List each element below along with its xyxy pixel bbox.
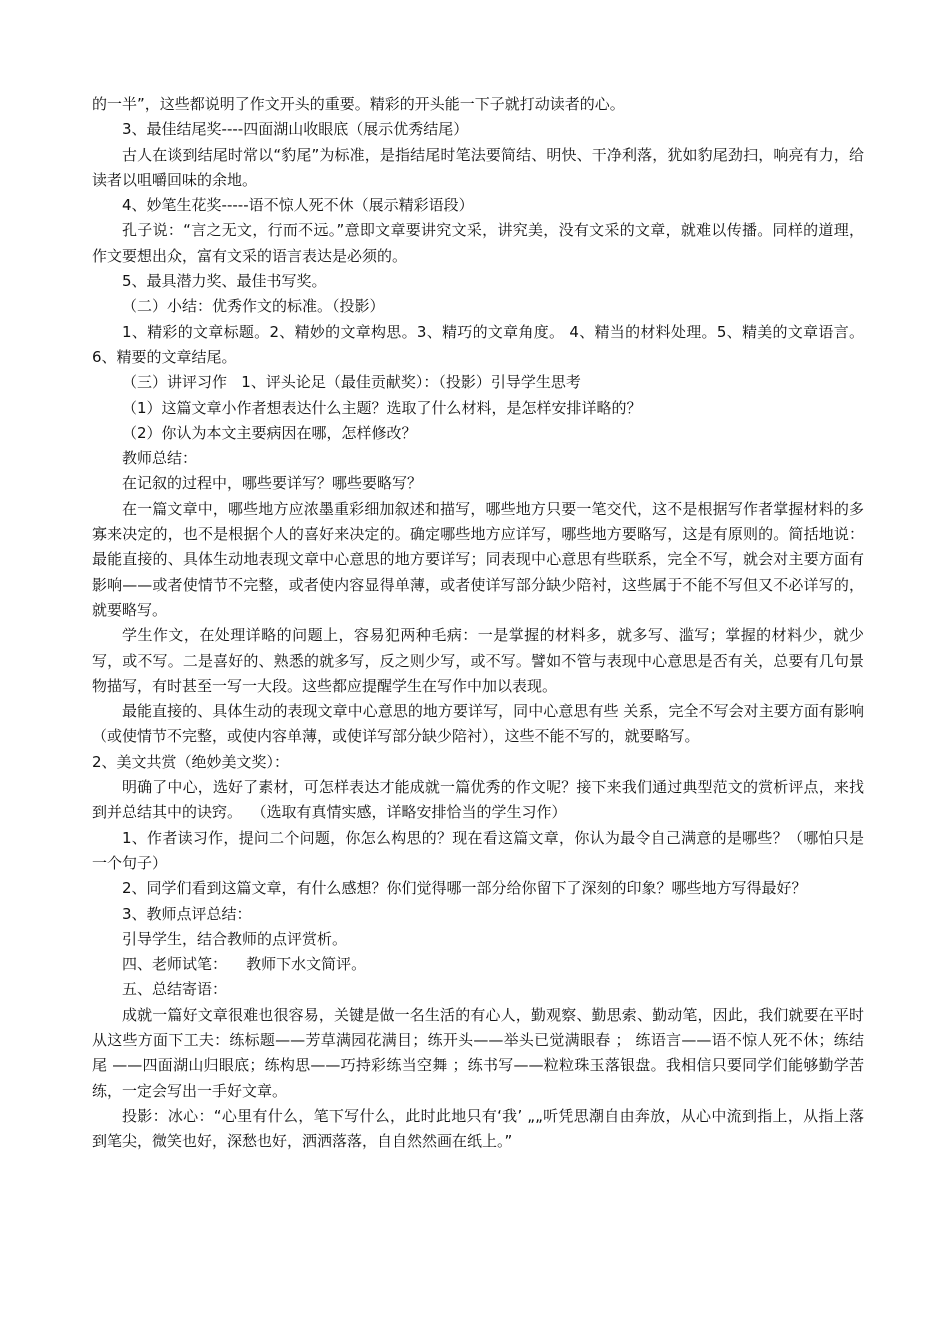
paragraph: 3、最佳结尾奖----四面湖山收眼底（展示优秀结尾） — [122, 120, 469, 139]
paragraph: 五、总结寄语： — [122, 980, 228, 999]
document-page — [92, 92, 864, 1154]
paragraph: 四、老师试笔： 教师下水文简评。 — [122, 955, 367, 974]
paragraph: 在记叙的过程中，哪些要详写？哪些要略写？ — [122, 474, 423, 493]
paragraph: 3、教师点评总结： — [122, 904, 252, 923]
paragraph: 最能直接的、具体生动的表现文章中心意思的地方要详写，同中心意思有些 关系，完全不写会对主要方面有影响（或使情节不完整，或使内容单薄，或使详写部分缺少陪衬），这些不能不写的，就要略写。 — [92, 702, 864, 746]
paragraph: 明确了中心，选好了素材，可怎样表达才能成就一篇优秀的作文呢？接下来我们通过典型范文的赏析评点，来找到并总结其中的诀窍。 （选取有真情实感，详略安排恰当的学生习作） — [92, 778, 864, 822]
paragraph: 引导学生，结合教师的点评赏析。 — [122, 929, 348, 948]
paragraph: 投影：冰心：“心里有什么，笔下写什么，此时此地只有‘我’ „„听凭思潮自由奔放，从心中流到指上，从指上落到笔尖，微笑也好，深愁也好，洒洒落落，自自然然画在纸上。” — [92, 1106, 864, 1151]
paragraph: 孔子说：“言之无文，行而不远。”意即文章要讲究文采，讲究美，没有文采的文章，就难以传播。同样的道理，作文要想出众，富有文采的语言表达是必须的。 — [92, 221, 864, 265]
paragraph: 教师总结： — [122, 449, 198, 468]
paragraph: 4、妙笔生花奖-----语不惊人死不休（展示精彩语段） — [122, 196, 474, 215]
paragraph: （二）小结：优秀作文的标准。（投影） — [122, 297, 385, 316]
paragraph: 1、作者读习作，提问二个问题，你怎么构思的？现在看这篇文章，你认为最令自己满意的是哪些？（哪怕只是一个句子） — [92, 828, 864, 872]
paragraph: 古人在谈到结尾时常以“豹尾”为标准，是指结尾时笔法要简结、明快、干净利落，犹如豹尾劲扫，响亮有力，给读者以咀嚼回味的余地。 — [92, 145, 864, 189]
paragraph: 5、最具潜力奖、最佳书写奖。 — [122, 272, 327, 291]
paragraph: 成就一篇好文章很难也很容易，关键是做一名生活的有心人，勤观察、勤思索、勤动笔，因此，我们就要在平时从这些方面下工夫：练标题——芳草满园花满目；练开头——举头已觉满眼春 ； 练语言——语不惊人死不休；练结尾 ——四面湖山归眼底；练构思——巧持彩练当空舞 ；练书写——粒粒珠玉落银盘。我相信只要同学们能够勤学苦练，一定会写出一手好文章。 — [92, 1005, 864, 1100]
paragraph: 学生作文，在处理详略的问题上，容易犯两种毛病：一是掌握的材料多，就多写、滥写；掌握的材料少，就少写，或不写。二是喜好的、熟悉的就多写，反之则少写，或不写。譬如不管与表现中心意思是否有关，总要有几句景物描写，有时甚至一写一大段。这些都应提醒学生在写作中加以表现。 — [92, 626, 864, 695]
paragraph: 在一篇文章中，哪些地方应浓墨重彩细加叙述和描写，哪些地方只要一笔交代，这不是根据写作者掌握材料的多寡来决定的，也不是根据个人的喜好来决定的。确定哪些地方应详写，哪些地方要略写，这是有原则的。简括地说：最能直接的、具体生动地表现文章中心意思的地方要详写；同表现中心意思有些联系，完全不写，就会对主要方面有影响——或者使情节不完整，或者使内容显得单薄，或者使详写部分缺少陪衬，这些属于不能不写但又不必详写的，就要略写。 — [92, 499, 864, 619]
paragraph: 2、美文共赏（绝妙美文奖）： — [92, 752, 290, 771]
paragraph: 的一半”，这些都说明了作文开头的重要。精彩的开头能一下子就打动读者的心。 — [92, 95, 625, 113]
paragraph: 2、同学们看到这篇文章，有什么感想？你们觉得哪一部分给你留下了深刻的印象？哪些地方写得最好？ — [122, 879, 807, 898]
paragraph: （2）你认为本文主要病因在哪，怎样修改？ — [122, 423, 417, 442]
paragraph: （三）讲评习作 1、评头论足（最佳贡献奖）：（投影）引导学生思考 — [122, 373, 581, 392]
paragraph: （1）这篇文章小作者想表达什么主题？选取了什么材料，是怎样安排详略的？ — [122, 398, 642, 417]
paragraph: 1、精彩的文章标题。2、精妙的文章构思。3、精巧的文章角度。 4、精当的材料处理。5、精美的文章语言。6、精要的文章结尾。 — [92, 322, 864, 366]
